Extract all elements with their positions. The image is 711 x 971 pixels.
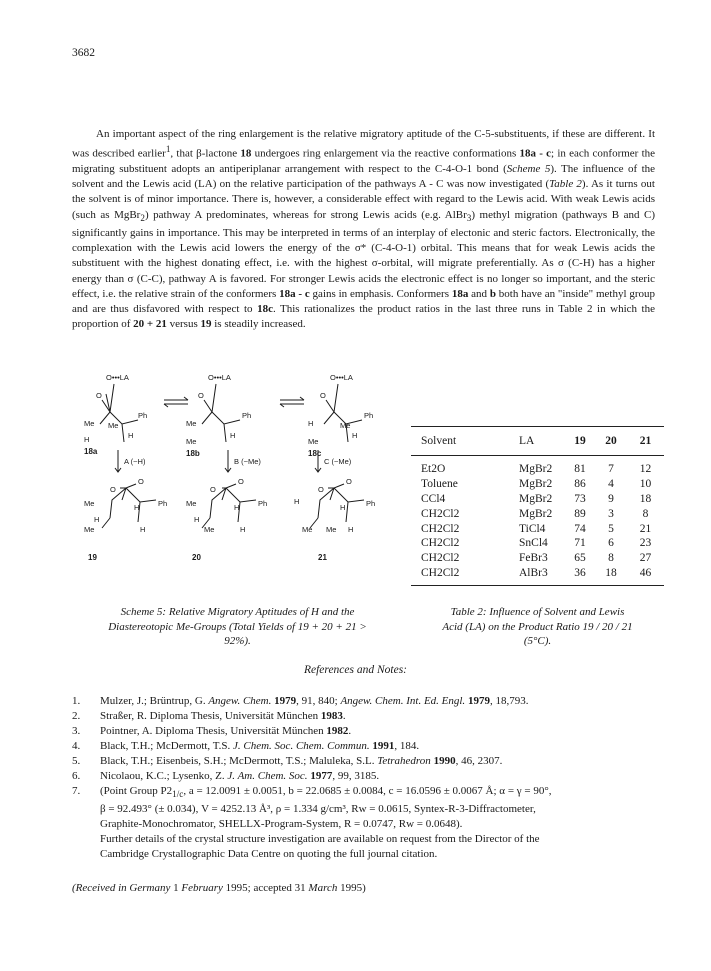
svg-text:O: O (346, 477, 352, 486)
table-row: CH2Cl2 AlBr3 36 18 46 (421, 566, 652, 579)
svg-text:O•••LA: O•••LA (208, 373, 231, 382)
table-row: CH2Cl2 MgBr2 89 3 8 (421, 507, 649, 520)
svg-text:Me: Me (84, 525, 95, 534)
svg-text:Me: Me (326, 525, 337, 534)
svg-text:O: O (138, 477, 144, 486)
references-list (72, 694, 662, 862)
svg-text:Me: Me (204, 525, 215, 534)
svg-text:Me: Me (186, 419, 197, 428)
references-heading: References and Notes: (303, 664, 408, 676)
reference-item: 4. Black, T.H.; McDermott, T.S. J. Chem. Soc. Chem. Commun. 1991, 184. (72, 740, 420, 752)
svg-text:Ph: Ph (366, 499, 376, 508)
table-header-21: 21 (639, 435, 652, 447)
svg-text:H: H (340, 503, 346, 512)
svg-text:O: O (110, 485, 116, 494)
svg-text:H: H (234, 503, 240, 512)
svg-text:H: H (294, 497, 300, 506)
svg-text:Me: Me (84, 499, 95, 508)
svg-text:O: O (320, 391, 326, 400)
svg-text:O: O (210, 485, 216, 494)
svg-text:A (~H): A (~H) (124, 457, 146, 466)
svg-text:H: H (84, 435, 90, 444)
page-number: 3682 (72, 47, 95, 59)
table-header-solvent: Solvent (421, 435, 457, 447)
table-row: Et2O MgBr2 81 7 12 (421, 463, 652, 476)
svg-text:Ph: Ph (158, 499, 168, 508)
svg-text:O: O (318, 485, 324, 494)
svg-text:H: H (94, 515, 100, 524)
table-2 (411, 426, 664, 586)
svg-text:H: H (230, 431, 236, 440)
table-row: CCl4 MgBr2 73 9 18 (421, 492, 652, 505)
svg-text:18a: 18a (84, 447, 98, 456)
table-row: CH2Cl2 FeBr3 65 8 27 (421, 552, 652, 565)
svg-text:Ph: Ph (258, 499, 268, 508)
table-caption: Table 2: Influence of Solvent and Lewis Acid (LA) on the Product Ratio 19 / 20 / 21 (5°C). (442, 606, 633, 647)
svg-text:19: 19 (88, 553, 97, 562)
scheme-caption: Scheme 5: Relative Migratory Aptitudes of H and the Diastereotopic Me-Groups (Total Yields of 19 + 20 + 21 > 92%). (108, 606, 367, 647)
svg-text:H: H (128, 431, 134, 440)
svg-text:18b: 18b (186, 449, 200, 458)
reference-item: 5. Black, T.H.; Eisenbeis, S.H.; McDermott, T.S.; Maluleka, S.L. Tetrahedron 1990, 46, 2307. (72, 755, 503, 767)
svg-text:20: 20 (192, 553, 201, 562)
svg-text:21: 21 (318, 553, 327, 562)
svg-text:H: H (140, 525, 146, 534)
svg-text:Me: Me (108, 421, 119, 430)
svg-text:H: H (348, 525, 354, 534)
table-header-la: LA (519, 435, 535, 447)
svg-text:O•••LA: O•••LA (106, 373, 129, 382)
svg-text:H: H (134, 503, 140, 512)
table-row: CH2Cl2 SnCl4 71 6 23 (421, 537, 652, 550)
svg-text:O: O (238, 477, 244, 486)
table-header-19: 19 (574, 435, 586, 447)
scheme-5-structures (82, 372, 400, 582)
svg-text:H: H (308, 419, 314, 428)
svg-text:Me: Me (186, 437, 197, 446)
svg-text:18c: 18c (308, 449, 322, 458)
table-row: CH2Cl2 TiCl4 74 5 21 (421, 522, 652, 535)
svg-text:H: H (352, 431, 358, 440)
svg-text:Me: Me (340, 421, 351, 430)
svg-text:H: H (240, 525, 246, 534)
reference-item: 7. (Point Group $P2_{1/c}$, a = 12.0091 ± 0.0051, b = 22.0685 ± 0.0084, c = 16.0596 ± 0.0067 Å; α = γ = 90°, β = 92.493° (± 0.034), V = 4252.13 Å³, ρ = 1.334 g/cm³, Rw = 0.0615, Syntex-R-3-Diffractometer, Graphite-Monochromator, SHELLX-Program-System, R = 0.0747, Rw = 0.0648). Further details of the crystal structure investigation are available on request from the Director of the Cambridge Crystallographic Data Centre on quoting the full journal citation. (72, 785, 552, 861)
table-row: Toluene MgBr2 86 4 10 (421, 478, 652, 491)
table-body (411, 456, 664, 585)
svg-text:O•••LA: O•••LA (330, 373, 353, 382)
svg-text:Me: Me (84, 419, 95, 428)
reference-item: 1. Mulzer, J.; Brüntrup, G. Angew. Chem. 1979, 91, 840; Angew. Chem. Int. Ed. Engl. 1979, 18,793. (72, 695, 529, 707)
table-header-row (411, 427, 664, 456)
svg-text:Me: Me (302, 525, 313, 534)
svg-text:Ph: Ph (138, 411, 148, 420)
svg-text:Me: Me (308, 437, 319, 446)
svg-text:Ph: Ph (242, 411, 252, 420)
table-header-20: 20 (605, 435, 617, 447)
reference-item: 6. Nicolaou, K.C.; Lysenko, Z. J. Am. Chem. Soc. 1977, 99, 3185. (72, 770, 380, 782)
reference-item: 2. Straßer, R. Diploma Thesis, Universität München 1983. (72, 710, 346, 722)
scheme-diagram (82, 372, 400, 582)
reference-item: 3. Pointner, A. Diploma Thesis, Universität München 1982. (72, 725, 352, 737)
svg-text:C (~Me): C (~Me) (324, 457, 352, 466)
intro-paragraph: An important aspect of the ring enlargement is the relative migratory aptitude of the C-5-substituents, if these are different. It was described earlier$^1$, that β-lactone 18 undergoes ring enlargement via the reactive conformations 18a - c; in each conformer the migrating substituent adopts an antiperiplanar arrangement with respect to the C-4-O-1 bond (Scheme 5). The influence of the solvent and the Lewis acid (LA) on the relative participation of the pathways A - C was now investigated (Table 2). As it turns out the solvent is of minor importance. There is, however, a considerable effect with regard to the Lewis acid. With weak Lewis acids (such as MgBr$_2$) pathway A predominates, whereas for strong Lewis acids (e.g. AlBr$_3$) methyl migration (pathways B and C) significantly gains in importance. This may be interpreted in terms of an interplay of electonic and steric factors. Electronically, the complexation with the Lewis acid lowers the energy of the σ* (C-4-O-1) orbital. This means that for weak Lewis acids the substituent with the highest donating effect, i.e. with the highest σ-orbital, will migrate preferentially. As σ (C-H) has a higher energy than σ (C-C), pathway A is favored. For stronger Lewis acids the electronic effect is no longer so important, and the steric effect, i.e. the relative strain of the conformers 18a - c gains in emphasis. Conformers 18a and b both have an "inside" methyl group and are thus disfavored with respect to 18c. This rationalizes the product ratios in the last three runs in Table 2 in which the proportion of 20 + 21 versus 19 is steadily increased. (72, 128, 656, 331)
svg-text:Me: Me (186, 499, 197, 508)
svg-text:O: O (96, 391, 102, 400)
svg-text:Ph: Ph (364, 411, 374, 420)
svg-text:H: H (194, 515, 200, 524)
svg-text:B (~Me): B (~Me) (234, 457, 261, 466)
svg-text:O: O (198, 391, 204, 400)
received-note: (Received in Germany 1 February 1995; accepted 31 March 1995) (72, 882, 366, 894)
